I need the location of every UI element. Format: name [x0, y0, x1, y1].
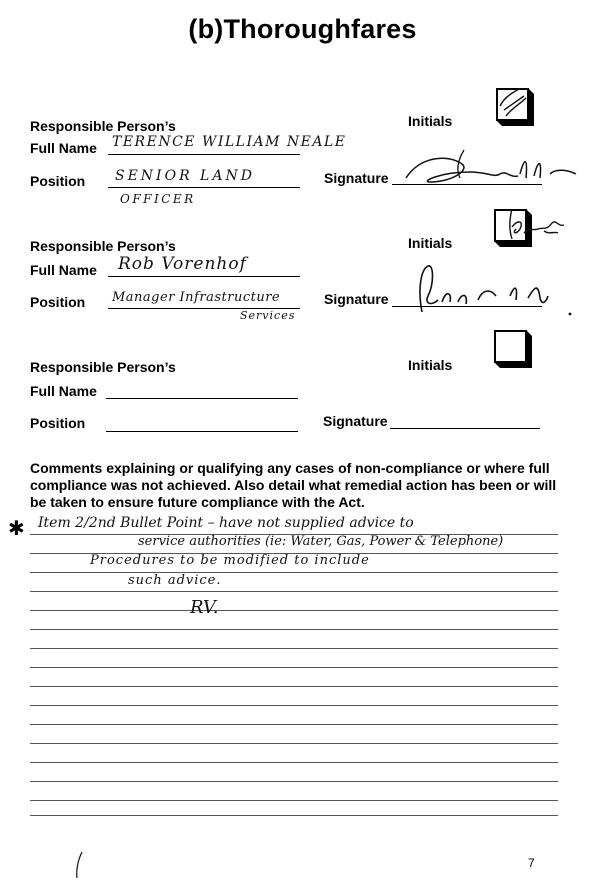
page-title: (b)Thoroughfares	[188, 14, 417, 44]
page-number: 7	[528, 856, 535, 870]
position-label-3: Position	[30, 415, 86, 431]
full-name-line-1	[108, 154, 300, 155]
position-line-3[interactable]	[106, 431, 298, 432]
initials-box-2-graphic	[494, 209, 574, 249]
initials-label-2: Initials	[408, 235, 453, 251]
full-name-value-2[interactable]: Rob Vorenhof	[118, 254, 247, 274]
signature-line-3[interactable]	[390, 428, 540, 429]
position-value-2b[interactable]: Services	[240, 309, 296, 322]
initials-box-3-graphic	[494, 330, 534, 370]
comment-line-3[interactable]: Procedures to be modified to include	[90, 553, 370, 568]
full-name-line-3[interactable]	[106, 398, 298, 399]
comment-signature[interactable]: RV.	[190, 597, 219, 618]
responsible-label-3: Responsible Person’s	[30, 359, 176, 375]
full-name-line-2	[108, 276, 300, 277]
position-value-1[interactable]: SENIOR LAND	[115, 168, 255, 184]
initials-label-3: Initials	[408, 357, 453, 373]
position-label-1: Position	[30, 173, 86, 189]
comment-line-1[interactable]: Item 2/2nd Bullet Point – have not supplied advice to	[38, 515, 414, 531]
signature-label-3: Signature	[323, 413, 388, 429]
responsible-label-2: Responsible Person’s	[30, 238, 176, 254]
comment-line-2[interactable]: service authorities (ie: Water, Gas, Power & Telephone)	[138, 534, 504, 549]
full-name-label-3: Full Name	[30, 383, 97, 399]
position-line-1	[108, 187, 300, 188]
stray-mark	[72, 850, 86, 880]
full-name-label-2: Full Name	[30, 262, 97, 278]
full-name-label-1: Full Name	[30, 140, 97, 156]
initials-box-1[interactable]	[496, 88, 528, 120]
signature-label-2: Signature	[324, 291, 389, 307]
initials-box-1-graphic	[496, 88, 536, 128]
signature-mark-2	[398, 262, 583, 320]
signature-mark-1	[400, 148, 590, 192]
position-value-2[interactable]: Manager Infrastructure	[112, 290, 281, 305]
comments-prompt: Comments explaining or qualifying any cases of non-compliance or where full compliance was not achieved. Also detail what remedial action has been or will be taken to ensure future compliance with the Act.	[30, 460, 557, 510]
full-name-value-1[interactable]: TERENCE WILLIAM NEALE	[112, 134, 347, 150]
asterisk-mark: ✱	[8, 518, 25, 540]
position-value-1b[interactable]: OFFICER	[120, 192, 196, 206]
comment-line-4[interactable]: such advice.	[128, 573, 222, 588]
initials-label-1: Initials	[408, 113, 453, 129]
responsible-label-1: Responsible Person’s	[30, 118, 176, 134]
initials-box-3[interactable]	[494, 330, 526, 362]
signature-label-1: Signature	[324, 170, 389, 186]
position-label-2: Position	[30, 294, 86, 310]
initials-box-2[interactable]	[494, 209, 526, 241]
